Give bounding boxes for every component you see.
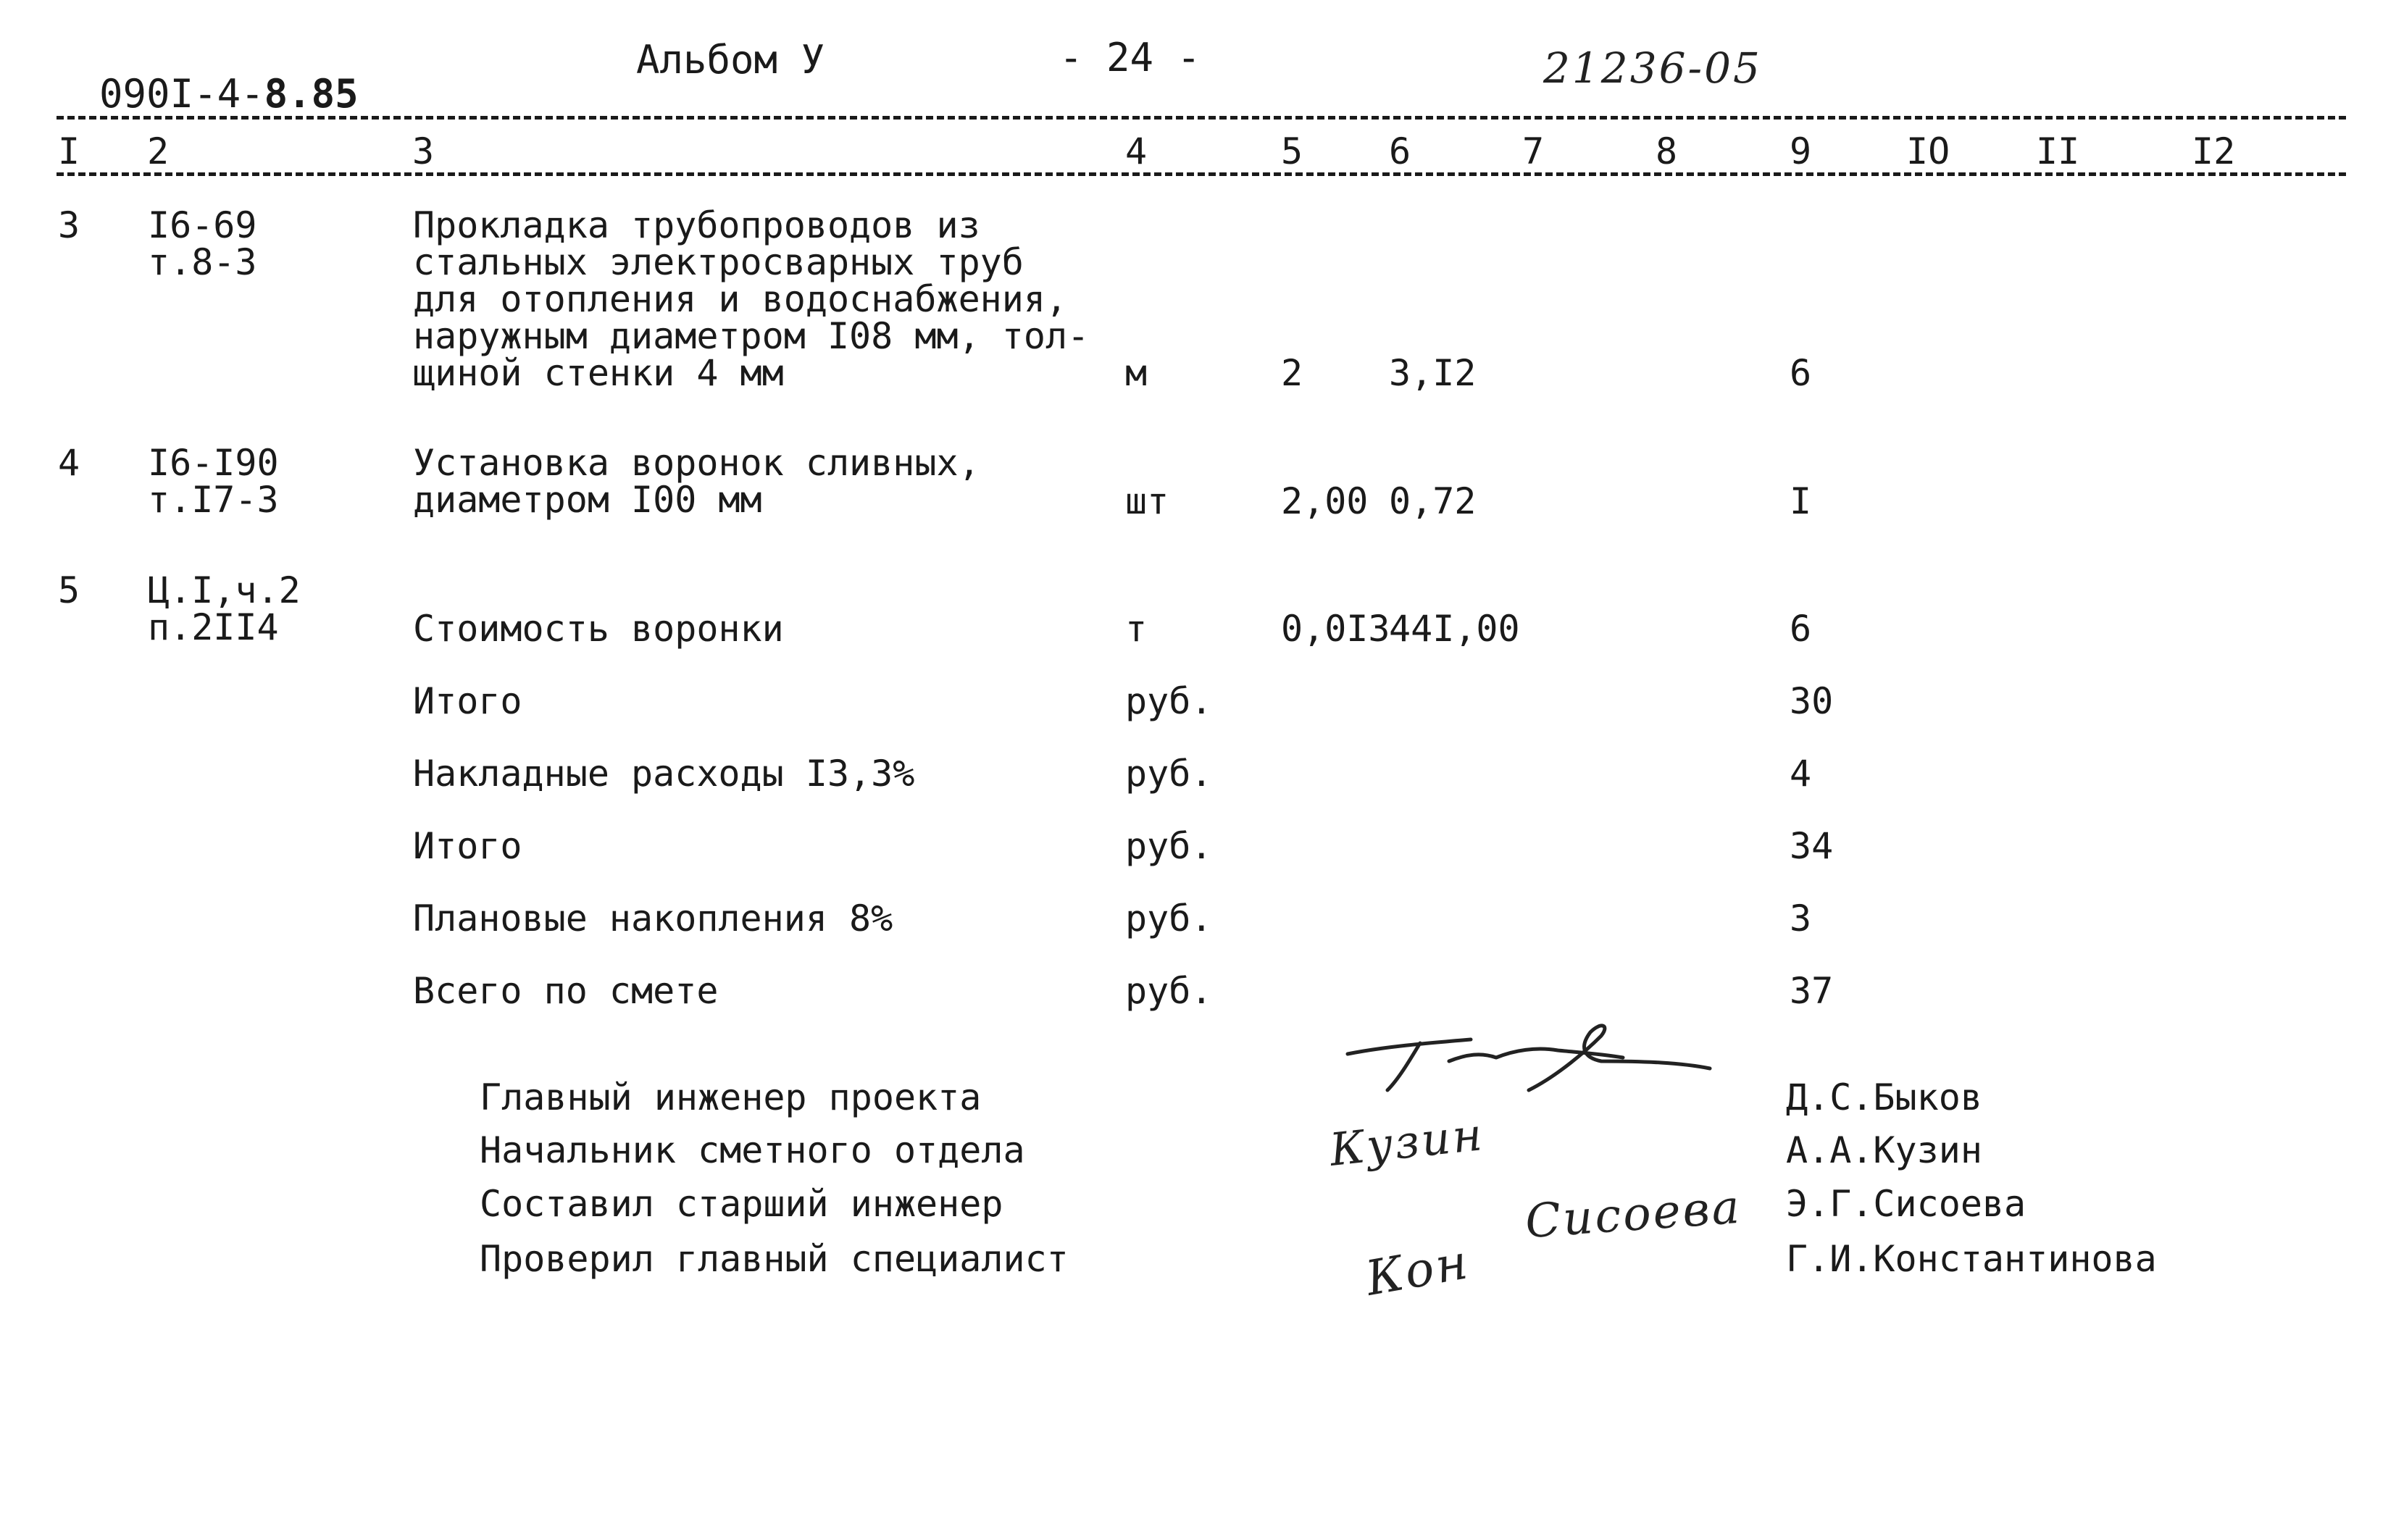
- column-header: 5: [1281, 130, 1303, 172]
- column-header: II: [2036, 130, 2080, 172]
- row-col5: 2,00: [1281, 480, 1369, 522]
- row-description: Стоимость воронки: [413, 608, 784, 650]
- row-col9: I: [1790, 480, 1812, 522]
- document-code-prefix: 090I-4-: [99, 71, 264, 117]
- total-label: Накладные расходы I3,3%: [413, 753, 915, 795]
- total-value: 37: [1790, 970, 1834, 1012]
- total-value: 4: [1790, 753, 1812, 795]
- row-col6: 0,72: [1389, 480, 1477, 522]
- page-number: - 24 -: [1059, 35, 1201, 80]
- column-header: 4: [1125, 130, 1148, 172]
- document-number: 21236-05: [1543, 43, 1762, 93]
- total-label: Плановые накопления 8%: [413, 897, 893, 940]
- signature-role: Начальник сметного отдела: [480, 1129, 1025, 1171]
- row-description: Прокладка трубопроводов из стальных электросварных труб для отопления и водоснабжения, наружным диаметром I08 мм, тол- щиной стенки 4 мм: [413, 204, 1090, 394]
- total-label: Итого: [413, 680, 522, 722]
- signature-name: А.А.Кузин: [1786, 1129, 1982, 1171]
- column-header: 2: [147, 130, 170, 172]
- album-title: Альбом У: [636, 37, 825, 83]
- total-unit: руб.: [1125, 897, 1213, 940]
- row-code: Ц.I,ч.2 п.2II4: [148, 569, 301, 648]
- signature-name: Э.Г.Сисоева: [1786, 1183, 2026, 1225]
- total-unit: руб.: [1125, 825, 1213, 867]
- header-rule-bottom: [57, 172, 2346, 176]
- row-unit: т: [1125, 608, 1148, 650]
- signature-kuzin: Кузин: [1327, 1108, 1487, 1176]
- document-code: [52, 40, 359, 117]
- signature-sisoeva: Сисоева: [1523, 1180, 1744, 1250]
- total-value: 3: [1790, 897, 1812, 940]
- row-col5: 0,0I3: [1281, 608, 1390, 650]
- signature-konstantinova: Кон: [1361, 1234, 1474, 1307]
- row-unit: м: [1125, 352, 1148, 394]
- column-header: I: [58, 130, 80, 172]
- total-unit: руб.: [1125, 680, 1213, 722]
- column-header: I2: [2192, 130, 2236, 172]
- row-col9: 6: [1790, 608, 1812, 650]
- row-number: 4: [58, 442, 80, 484]
- signature-role: Проверил главный специалист: [480, 1238, 1069, 1280]
- column-header: 9: [1790, 130, 1812, 172]
- row-col6: 44I,00: [1389, 608, 1520, 650]
- row-code: I6-69 т.8-3: [148, 204, 257, 283]
- signature-bykov: [1340, 1018, 1717, 1112]
- row-col9: 6: [1790, 352, 1812, 394]
- total-unit: руб.: [1125, 970, 1213, 1012]
- total-label: Всего по смете: [413, 970, 719, 1012]
- row-unit: шт: [1125, 480, 1169, 522]
- row-col6: 3,I2: [1389, 352, 1477, 394]
- column-header: 6: [1389, 130, 1411, 172]
- signature-name: Д.С.Быков: [1786, 1076, 1982, 1118]
- total-label: Итого: [413, 825, 522, 867]
- total-unit: руб.: [1125, 753, 1213, 795]
- column-header: 7: [1522, 130, 1545, 172]
- header-rule-top: [57, 116, 2346, 120]
- row-number: 3: [58, 204, 80, 246]
- signature-name: Г.И.Константинова: [1786, 1238, 2157, 1280]
- row-description: Установка воронок сливных, диаметром I00 мм: [413, 442, 980, 521]
- column-header: 3: [412, 130, 435, 172]
- signature-role: Главный инженер проекта: [480, 1076, 982, 1118]
- column-header: 8: [1656, 130, 1678, 172]
- row-code: I6-I90 т.I7-3: [148, 442, 279, 521]
- row-col5: 2: [1281, 352, 1303, 394]
- signature-role: Составил старший инженер: [480, 1183, 1003, 1225]
- column-header: IO: [1906, 130, 1950, 172]
- total-value: 34: [1790, 825, 1834, 867]
- total-value: 30: [1790, 680, 1834, 722]
- row-number: 5: [58, 569, 80, 611]
- document-code-number: 8.85: [264, 71, 359, 117]
